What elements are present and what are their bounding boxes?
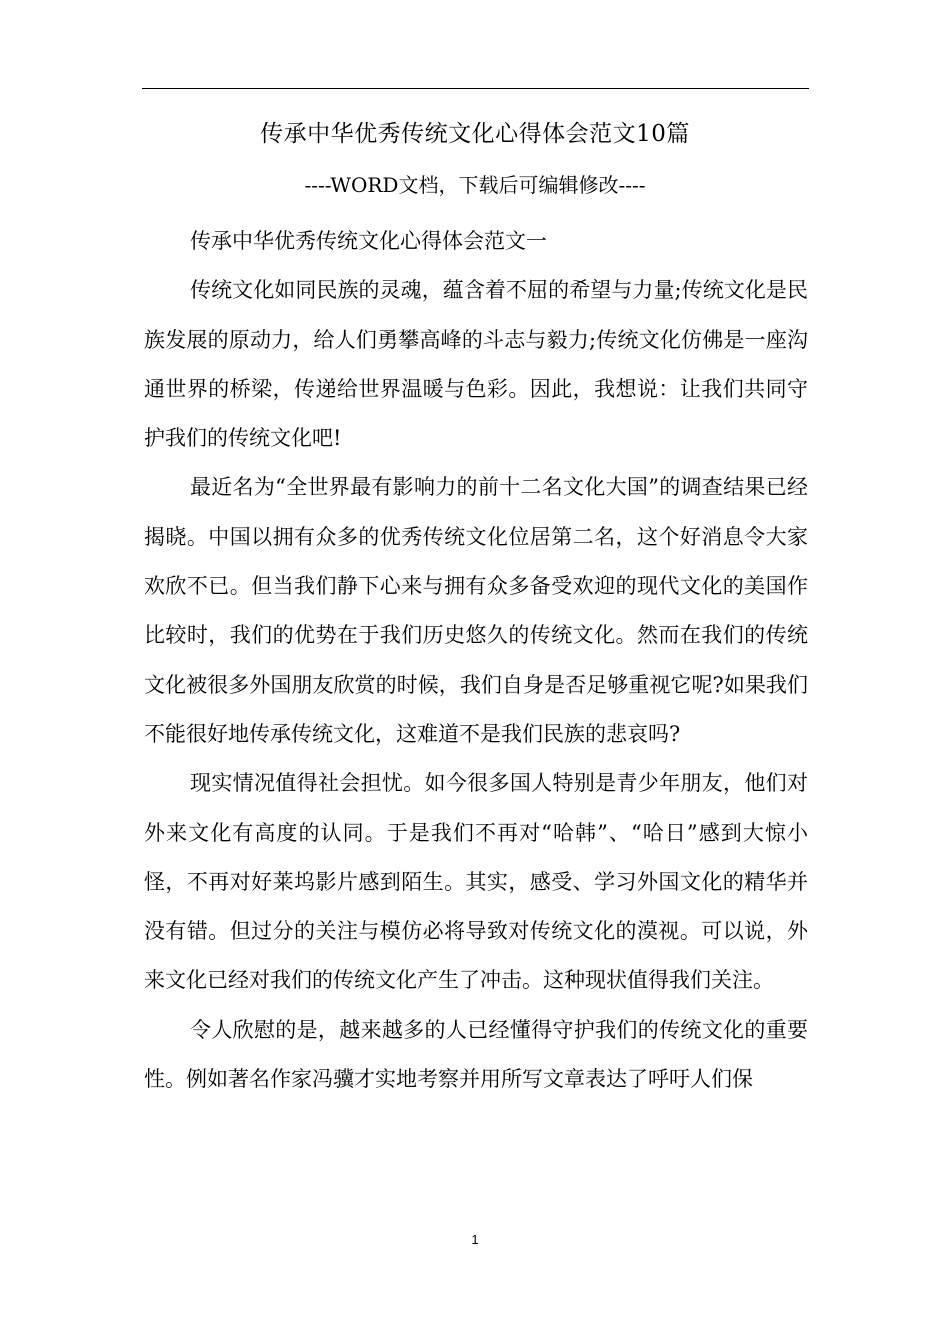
- page-number: 1: [471, 1232, 479, 1247]
- header-rule: [142, 88, 809, 89]
- document-title: 传承中华优秀传统文化心得体会范文10篇: [260, 121, 690, 147]
- paragraph-3: 现实情况值得社会担忧。如今很多国人特别是青少年朋友，他们对外来文化有高度的认同。于是我们不再对“哈韩”、“哈日”感到大惊小怪，不再对好莱坞影片感到陌生。其实，感受、学习外国文化的精华并没有错。但过分的关注与模仿必将导致对传统文化的漠视。可以说，外来文化已经对我们的传统文化产生了冲击。这种现状值得我们关注。: [144, 771, 808, 993]
- document-subtitle: ----WORD文档，下载后可编辑修改----: [304, 173, 646, 197]
- section-heading: 传承中华优秀传统文化心得体会范文一: [190, 229, 547, 253]
- paragraph-4: 令人欣慰的是，越来越多的人已经懂得守护我们的传统文化的重要性。例如著名作家冯骥才实地考察并用所写文章表达了呼吁人们保: [144, 1017, 808, 1092]
- document-body: [144, 217, 808, 1104]
- paragraph-1: 传统文化如同民族的灵魂，蕴含着不屈的希望与力量;传统文化是民族发展的原动力，给人们勇攀高峰的斗志与毅力;传统文化仿佛是一座沟通世界的桥梁，传递给世界温暖与色彩。因此，我想说：让我们共同守护我们的传统文化吧!: [144, 278, 808, 451]
- paragraph-2: 最近名为“全世界最有影响力的前十二名文化大国”的调查结果已经揭晓。中国以拥有众多的优秀传统文化位居第二名，这个好消息令大家欢欣不已。但当我们静下心来与拥有众多备受欢迎的现代文化的美国作比较时，我们的优势在于我们历史悠久的传统文化。然而在我们的传统文化被很多外国朋友欣赏的时候，我们自身是否足够重视它呢?如果我们不能很好地传承传统文化，这难道不是我们民族的悲哀吗?: [144, 475, 808, 746]
